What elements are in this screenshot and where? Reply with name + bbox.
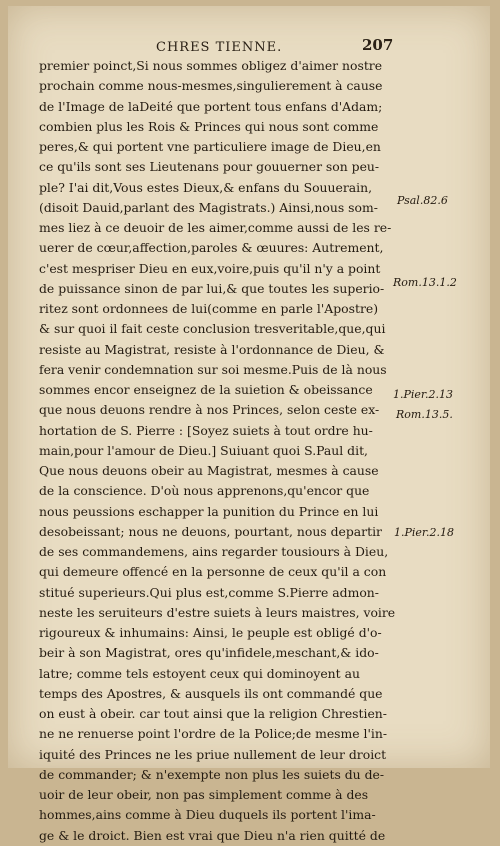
text-line: premier poinct,Si nous sommes obligez d'aimer nostre — [39, 58, 383, 73]
text-line: uoir de leur obeir, non pas simplement comme à des — [39, 787, 369, 802]
text-line: neste les seruiteurs d'estre suiets à leurs maistres, voire — [39, 604, 396, 620]
text-line: stitué superieurs.Qui plus est,comme S.Pierre admon- — [39, 584, 379, 600]
text-line: prochain comme nous-mesmes,singulierement à cause — [39, 78, 383, 94]
text-line: sommes encor enseignez de la suietion & obeissance — [39, 382, 373, 397]
text-line: de l'Image de laDeité que portent tous enfans d'Adam; — [39, 98, 383, 114]
text-line: on eust à obeir. car tout ainsi que la religion Chrestien- — [39, 706, 387, 721]
text-line: c'est mespriser Dieu en eux,voire,puis qu'il n'y a point — [39, 260, 381, 276]
page-number: 207 — [362, 36, 394, 54]
text-line: de ses commandemens, ains regarder tousiours à Dieu, — [39, 544, 389, 559]
text-line: main,pour l'amour de Dieu.] Suiuant quoi S.Paul dit, — [39, 442, 368, 458]
text-line: qui demeure offencé en la personne de ceux qu'il a con — [39, 564, 387, 580]
text-line: ne ne renuerse point l'ordre de la Police;de mesme l'in- — [39, 726, 388, 742]
text-line: iquité des Princes ne les priue nullement de leur droict — [39, 746, 387, 762]
text-line: resiste au Magistrat, resiste à l'ordonnance de Dieu, & — [39, 341, 385, 357]
text-line: que nous deuons rendre à nos Princes, selon ceste ex- — [39, 402, 380, 418]
text-line: (disoit Dauid,parlant des Magistrats.) Ainsi,nous som- — [39, 199, 378, 215]
marginal-note: Rom.13.5. — [396, 408, 453, 421]
text-line: de commander; & n'exempte non plus les suiets du de- — [39, 766, 385, 782]
marginal-note: Psal.82.6 — [397, 194, 448, 207]
text-line: de puissance sinon de par lui,& que toutes les superio- — [39, 280, 385, 296]
text-line: & sur quoi il fait ceste conclusion tresveritable,que,qui — [39, 321, 386, 337]
text-line: ritez sont ordonnees de lui(comme en parle l'Apostre) — [39, 301, 379, 316]
text-line: ce qu'ils sont ses Lieutenans pour gouuerner son peu- — [39, 159, 380, 175]
text-line: latre; comme tels estoyent ceux qui dominoyent au — [39, 665, 360, 681]
text-line: combien plus les Rois & Princes qui nous sont comme — [39, 118, 379, 134]
text-line: hommes,ains comme à Dieu duquels ils portent l'ima- — [39, 807, 376, 823]
text-line: de la conscience. D'où nous apprenons,qu'encor que — [39, 483, 370, 499]
running-title: CHRES TIENNE. — [156, 40, 283, 55]
text-line: peres,& qui portent vne particuliere image de Dieu,en — [39, 139, 381, 154]
marginal-note: Rom.13.1.2 — [393, 276, 457, 289]
marginal-note: 1.Pier.2.18 — [394, 526, 454, 539]
text-line: desobeissant; nous ne deuons, pourtant, nous departir — [39, 523, 382, 539]
text-line: nous peussions eschapper la punition du Prince en lui — [39, 503, 379, 519]
text-line: Que nous deuons obeir au Magistrat, mesmes à cause — [39, 463, 379, 478]
text-line: beir à son Magistrat, ores qu'infidele,meschant,& ido- — [39, 645, 379, 661]
text-line: fera venir condemnation sur soi mesme.Puis de là nous — [39, 361, 387, 377]
text-line: hortation de S. Pierre : [Soyez suiets à tout ordre hu- — [39, 422, 373, 438]
text-line: rigoureux & inhumains: Ainsi, le peuple est obligé d'o- — [39, 625, 382, 640]
marginal-note: 1.Pier.2.13 — [393, 388, 453, 401]
text-line: mes liez à ce deuoir de les aimer,comme aussi de les re- — [39, 220, 392, 235]
text-line: temps des Apostres, & ausquels ils ont commandé que — [39, 685, 383, 701]
body-text — [39, 56, 399, 846]
book-page — [8, 6, 490, 843]
text-line: uerer de cœur,affection,paroles & œuures: Autrement, — [39, 240, 384, 256]
text-line: ge & le droict. Bien est vrai que Dieu n'a rien quitté de — [39, 827, 386, 843]
text-line: ple? I'ai dit,Vous estes Dieux,& enfans du Souuerain, — [39, 179, 373, 195]
